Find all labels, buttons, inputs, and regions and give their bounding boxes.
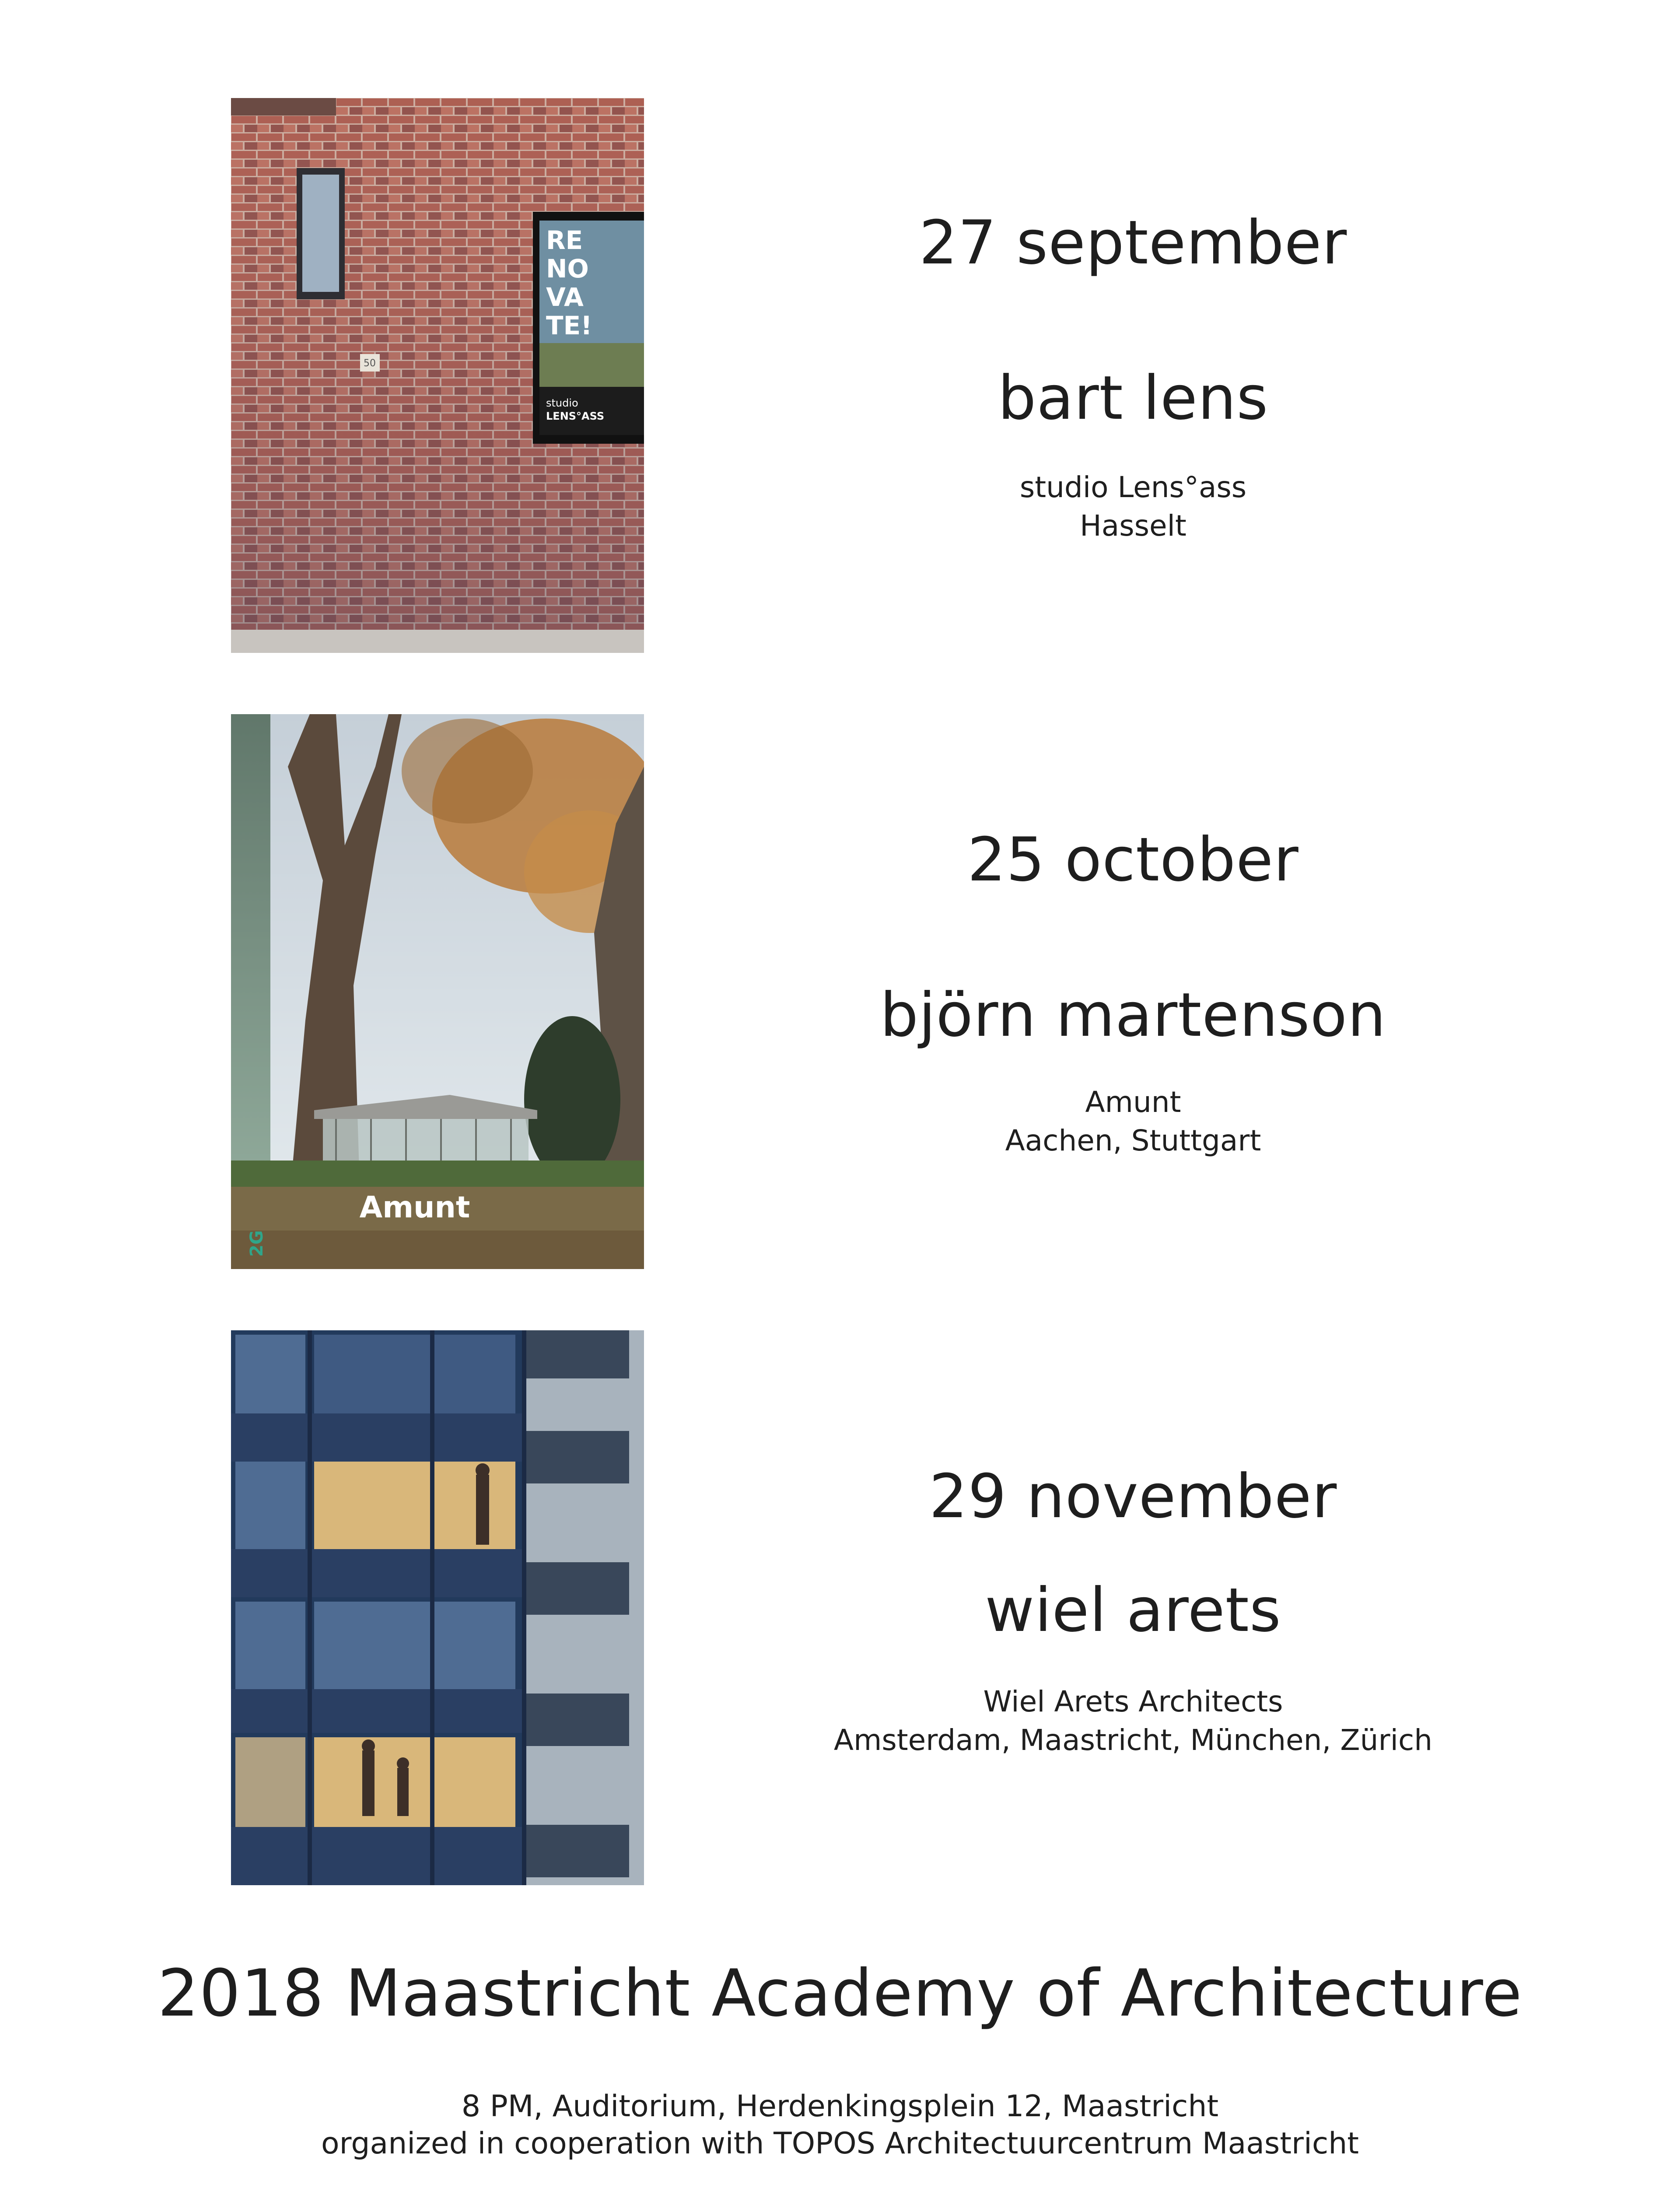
event-location: Hasselt — [1080, 509, 1186, 543]
event-location: Amsterdam, Maastricht, München, Zürich — [833, 1723, 1433, 1757]
poster-text-line: VA — [546, 282, 584, 312]
plate-number: 50 — [364, 358, 376, 369]
cooperation-info: organized in cooperation with TOPOS Architectuurcentrum Maastricht — [321, 2126, 1359, 2161]
event-date: 25 october — [967, 824, 1299, 895]
glass-facade-photo — [231, 1330, 644, 1885]
poster-text-line: RE — [546, 225, 583, 255]
event-image-wiel-arets — [231, 1330, 644, 1885]
event-date: 27 september — [919, 207, 1348, 278]
poster-studio-text: studio — [546, 397, 578, 409]
event-speaker: bart lens — [998, 363, 1269, 433]
poster-title: 2018 Maastricht Academy of Architecture — [158, 1956, 1522, 2031]
poster-studio-name: LENS°ASS — [546, 410, 605, 422]
series-mark-2g: 2G — [247, 1230, 267, 1257]
event-office: Wiel Arets Architects — [983, 1685, 1283, 1718]
event-speaker: björn martenson — [880, 980, 1386, 1050]
event-office: Amunt — [1085, 1085, 1181, 1119]
poster-text-line: NO — [546, 254, 589, 284]
event-image-bjorn-martenson — [231, 714, 644, 1269]
event-speaker: wiel arets — [985, 1575, 1281, 1645]
event-image-bart-lens — [231, 98, 644, 653]
trees-pavilion-photo — [231, 714, 644, 1269]
venue-info: 8 PM, Auditorium, Herdenkingsplein 12, Maastricht — [461, 2089, 1219, 2124]
event-office: studio Lens°ass — [1019, 470, 1247, 504]
brick-facade-photo — [231, 98, 644, 653]
event-date: 29 november — [929, 1461, 1337, 1532]
poster-text-line: TE! — [546, 311, 592, 340]
cover-title-amunt: Amunt — [359, 1190, 470, 1225]
event-location: Aachen, Stuttgart — [1005, 1124, 1261, 1157]
